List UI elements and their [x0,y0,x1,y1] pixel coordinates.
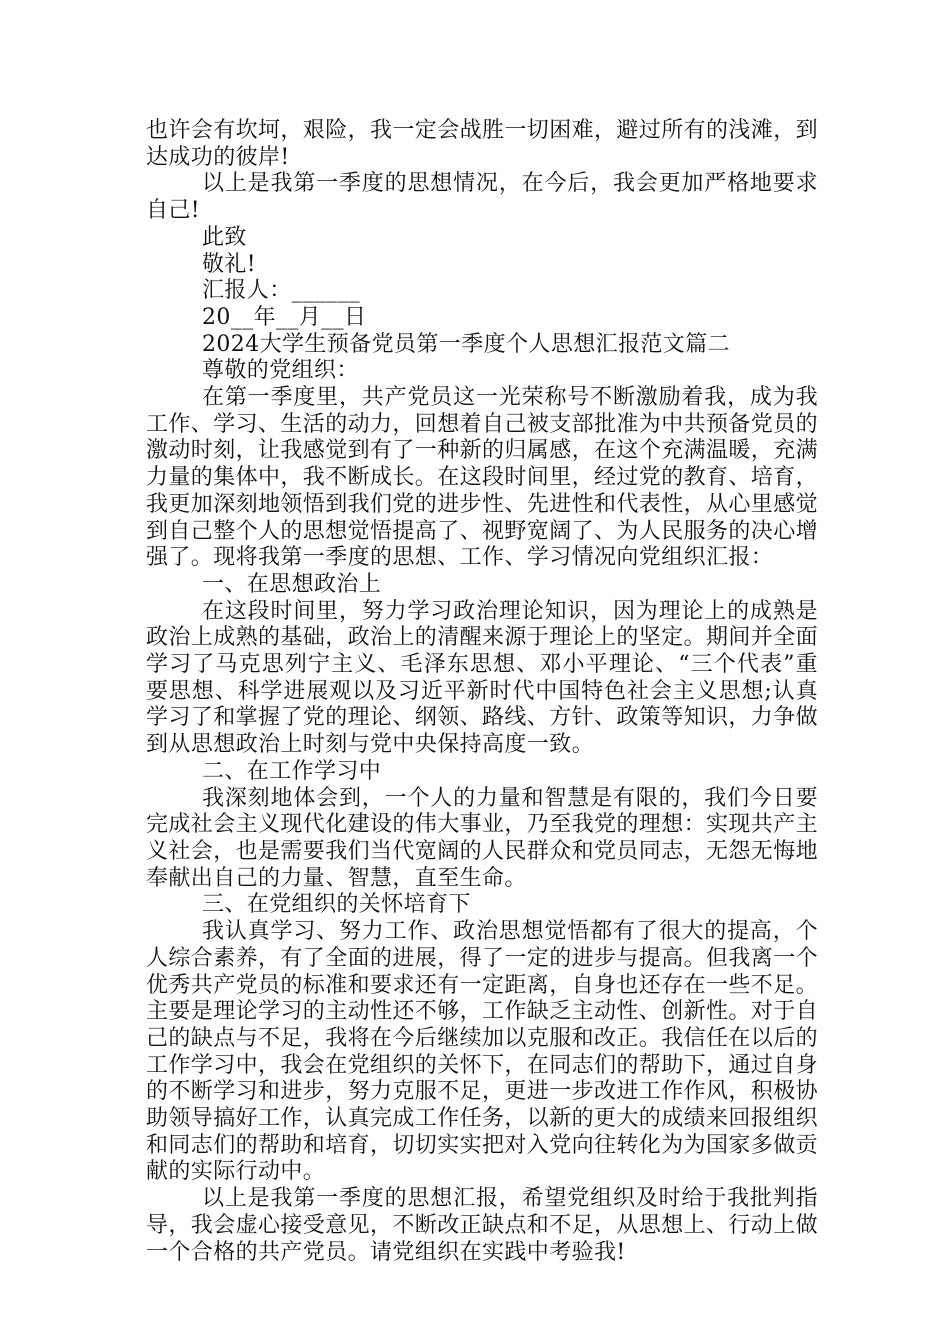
greeting: 尊敬的党组织： [202,358,359,384]
section-3-body: 我认真学习、努力工作、政治思想觉悟都有了很大的提高，个人综合素养，有了全面的进展，得了一定的进步与提高。但我离一个优秀共产党员的标准和要求还有一定距离，自身也还存在一些不足。主要是理论学习的主动性还不够，工作缺乏主动性、创新性。对于自己的缺点与不足，我将在今后继续加以克服和改正。我信任在以后的工作学习中，我会在党组织的关怀下，在同志们的帮助下，通过自身的不断学习和进步，努力克服不足，更进一步改进工作作风，积极协助领导搞好工作，认真完成工作任务，以新的更大的成绩来回报组织和同志们的帮助和培育，切切实实把对入党向往转化为为国家多做贡献的实际行动中。 [146,919,819,1185]
reporter-line: 汇报人：______ [202,278,361,304]
section-2-body: 我深刻地体会到，一个人的力量和智慧是有限的，我们今日要完成社会主义现代化建设的伟大事业，乃至我党的理想：实现共产主义社会，也是需要我们当代宽阔的人民群众和党员同志，无怨无悔地奉献出自己的力量、智慧，直至生命。 [146,785,819,891]
section-2-heading: 二、在工作学习中 [202,758,382,784]
final-paragraph: 以上是我第一季度的思想汇报，希望党组织及时给于我批判指导，我会虚心接受意见，不断改正缺点和不足，从思想上、行动上做一个合格的共产党员。请党组织在实践中考验我! [146,1186,819,1265]
section-1-heading: 一、在思想政治上 [202,571,382,597]
salutation: 此致 [202,224,247,250]
respect-line: 敬礼! [202,251,257,277]
section-3-heading: 三、在党组织的关怀培育下 [202,892,471,918]
article-title: 2024大学生预备党员第一季度个人思想汇报范文篇二 [202,331,730,357]
intro-paragraph: 在第一季度里，共产党员这一光荣称号不断激励着我，成为我工作、学习、生活的动力，回想着自己被支部批准为中共预备党员的激动时刻，让我感觉到有了一种新的归属感，在这个充满温暖，充满力量的集体中，我不断成长。在这段时间里，经过党的教育、培育，我更加深刻地领悟到我们党的进步性、先进性和代表性，从心里感觉到自己整个人的思想觉悟提高了、视野宽阔了、为人民服务的决心增强了。现将我第一季度的思想、工作、学习情况向党组织汇报： [146,385,819,571]
section-1-body: 在这段时间里，努力学习政治理论知识，因为理论上的成熟是政治上成熟的基础，政治上的清醒来源于理论上的坚定。期间并全面学习了马克思列宁主义、毛泽东思想、邓小平理论、“三个代表”重要思想、科学进展观以及习近平新时代中国特色社会主义思想;认真学习了和掌握了党的理论、纲领、路线、方针、政策等知识，力争做到从思想政治上时刻与党中央保持高度一致。 [146,598,819,758]
date-line: 20__年__月__日 [202,304,367,330]
closing-paragraph: 以上是我第一季度的思想情况，在今后，我会更加严格地要求自己! [146,171,818,224]
document-page [146,118,818,1266]
continuation-paragraph: 也许会有坎坷，艰险，我一定会战胜一切困难，避过所有的浅滩，到达成功的彼岸! [146,118,819,170]
